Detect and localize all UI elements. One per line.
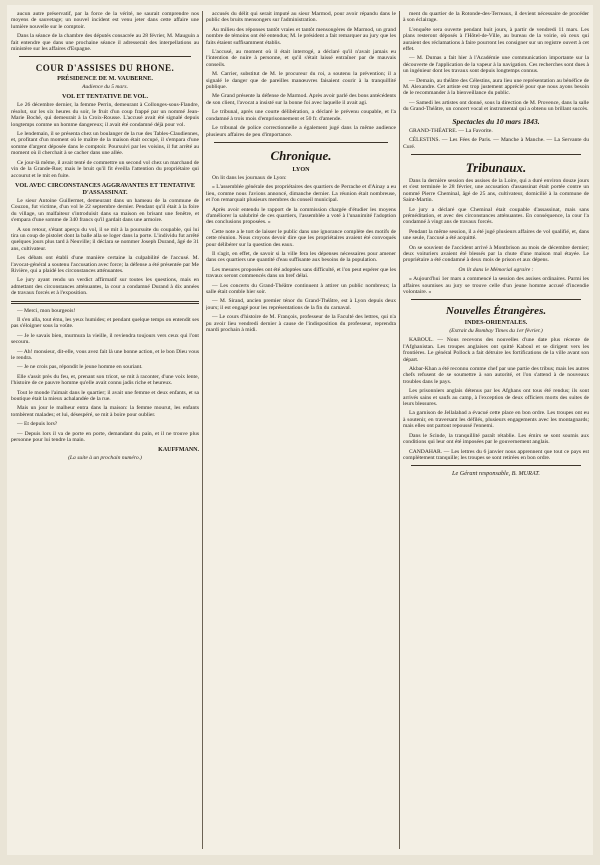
indes-heading: INDES-ORIENTALES. [464, 319, 528, 327]
court-title: COUR D'ASSISES DU RHONE. [35, 63, 175, 74]
section-heading: VOL ET TENTATIVE DE VOL. [61, 93, 148, 101]
paragraph: Le tribunal de police correctionnelle a également jugé dans la même audience plusieurs affaires de peu d'importance. [206, 125, 396, 138]
column-rule [399, 11, 400, 849]
paragraph: Les débats ont établi d'une manière certaine la culpabilité de l'accusé. M. l'avocat-général a soutenu l'accusation avec force; la défense a été présentée par Me Rivière, qui a plaidé les circonstances atténuantes. [11, 255, 199, 274]
tribunaux-title: Tribunaux. [465, 159, 527, 175]
feuilleton-paragraph: — Depuis lors il va de porte en porte, demandant du pain, et il ne trouve plus personne pour lui tendre la main. [11, 430, 199, 444]
divider [411, 299, 581, 300]
feuilleton-paragraph: — Je ne crois pas, répondit le jeune homme en souriant. [17, 364, 143, 371]
column-rule [202, 11, 203, 849]
paragraph: On se souvient de l'accident arrivé à Montbrison au mois de décembre dernier; deux voituriers avaient été blessés par la chute d'une maison mal étayée. Le propriétaire a été condamné à deux mois de prison et aux dépens. [403, 244, 589, 264]
paragraph: On lit dans les journaux de Lyon: [212, 174, 287, 181]
column-2 [206, 11, 396, 849]
divider [19, 56, 191, 57]
divider [411, 154, 581, 155]
paragraph: Dans le Scinde, la tranquillité paraît rétablie. Les émirs se sont soumis aux conditions qui leur ont été imposées par le gouvernement anglais. [403, 432, 589, 446]
spectacles-title: Spectacles du 10 mars 1843. [452, 116, 540, 126]
paragraph: Dans la séance de la chambre des députés consacrée au 28 février, M. Mauguin a fait entendre que dans une prochaine séance il adresserait des interpellations au ministère sur les affaires d'Espagne. [11, 33, 199, 53]
feuilleton-paragraph: — Ah! monsieur, dit-elle, vous avez fait là une bonne action, et le bon Dieu vous le rendra. [11, 348, 199, 362]
paragraph: Le 26 décembre dernier, la femme Perrin, demeurant à Collonges-sous-Flandre, résolut, sur les six heures du soir, le fruit d'un coup frappé par un nommé Jean-Marie Boché, qui demeurait à la Croix-Rousse. L'accusé avait été signalé depuis longtemps comme un homme dangereux; il avait été condamné déjà pour vol. [11, 102, 199, 128]
paragraph: Me Grand présente la défense de Marmod. Après avoir parlé des bons antécédents de son client, l'avocat a insisté sur la bonne foi avec laquelle il avait agi. [206, 93, 396, 106]
paragraph: aucun autre préservatif, par la force de la vérité, ne saurait comprendre nos moyens de sauvetage; un nouvel incident est venu jeter dans cette affaire une lumière nouvelle sur le comptoir. [11, 11, 199, 30]
paragraph: Dans la dernière session des assises de la Loire, qui a duré environ douze jours et s'est terminée le 28 février, une accusation d'assassinat était portée contre un nommé Pierre Cheminal, âgé de 25 ans, cultivateur, domicilié à la commune de Saint-Martin. [403, 177, 589, 204]
paragraph: A son retour, s'étant aperçu du vol, il se mit à la poursuite du coupable, qui lui tira un coup de pistolet dont la balle alla se loger dans la porte. L'individu fut arrêté quelques jours plus tard à Neuville; il déclara se nommer Joseph Durand, âgé de 31 ans, cultivateur. [11, 226, 199, 252]
divider [214, 142, 388, 143]
indes-source: (Extrait du Bombay Times du 1er février.) [449, 328, 543, 335]
paragraph: accusés du délit qui serait imputé au sieur Marmod, pour avoir répandu dans le public des bruits mensongers sur l'administration. [206, 11, 396, 24]
paragraph: CANDAHAR. — Les lettres du 6 janvier nous apprennent que tout ce pays est complètement tranquille; les troupes se sont retirées en bon ordre. [403, 448, 589, 461]
paragraph: — Le cours d'histoire de M. François, professeur de la Faculté des lettres, qui n'a pu avoir lieu vendredi dernier à cause de l'indisposition du professeur, reprendra mardi prochain à midi. [206, 314, 396, 334]
nouvelles-title: Nouvelles Étrangères. [445, 305, 547, 318]
presidence: PRÉSIDENCE DE M. VAUBERNE. [57, 75, 153, 83]
paragraph: La garnison de Jellalabad a évacué cette place en bon ordre. Les troupes ont eu à soutenir, en traversant les défilés, plusieurs engagements avec les montagnards; mais elles ont partout repoussé l'ennemi. [403, 410, 589, 430]
spectacle-line: GRAND-THÉATRE. — La Favorite. [409, 127, 493, 134]
paragraph: Pendant la même session, il a été jugé plusieurs affaires de vol qualifié, et, dans une seule, l'accusé a été acquitté. [403, 228, 589, 242]
feuilleton-signature: KAUFFMANN. [158, 446, 199, 453]
divider [411, 465, 581, 466]
spectacle-line: CÉLESTINS. — Les Fées de Paris. — Manche à Manche. — La Servante du Curé. [403, 137, 589, 150]
paragraph: L'accusé, au moment où il était interrogé, a déclaré qu'il n'avait jamais eu l'intention de nuire à personne, et qu'il s'était laissé entraîner par de mauvais conseils. [206, 49, 396, 68]
section-heading: VOL AVEC CIRCONSTANCES AGGRAVANTES ET TENTATIVE D'ASSASSINAT. [15, 181, 195, 196]
feuilleton-paragraph: — Et depuis lors? [17, 421, 58, 428]
paragraph: — M. Sirand, ancien premier ténor du Grand-Théâtre, est à Lyon depuis deux jours; il est engagé pour les représentations de la fin du carnaval. [206, 298, 396, 311]
paragraph: Après avoir entendu le rapport de la commission chargée d'étudier les moyens d'améliorer la salubrité de ces quartiers, l'assemblée a voté à l'unanimité l'adoption des conclusions proposées. » [206, 206, 396, 226]
paragraph: — M. Dumas a fait hier à l'Académie une communication importante sur la découverte de l'application de la vapeur à la navigation. Ces recherches sont dues à un ingénieur dont les travaux sont depuis longtemps connus. [403, 55, 589, 75]
feuilleton-paragraph: Il s'en alla, tout ému, les yeux humides; et pendant quelque temps on entendit ses pas s'éloigner sous la voûte. [11, 317, 199, 330]
paragraph: — Les concerts du Grand-Théâtre continuent à attirer un public nombreux; la salle était comble hier soir. [206, 282, 396, 295]
paragraph: M. Carrier, substitut de M. le procureur du roi, a soutenu la prévention; il a signalé le danger que de pareilles manœuvres faisaient courir à la tranquillité publique. [206, 71, 396, 91]
paragraph: KABOUL. — Nous recevons des nouvelles d'une date plus récente de l'Afghanistan. Les troupes anglaises ont quitté Kaboul et se dirigent vers les frontières. Le général Pollock a fait détruire les fortifications de la ville avant son départ. [403, 337, 589, 363]
chronique-title: Chronique. [270, 147, 332, 163]
gerant-signature: Le Gérant responsable, B. MURAT. [452, 470, 540, 478]
paragraph: Les mesures proposées ont été adoptées sans difficulté, et l'on peut espérer que les travaux seront commencés dans un bref délai. [206, 266, 396, 280]
paragraph: Cette note a le tort de laisser le public dans une ignorance complète des motifs de cette réunion. Nous croyons devoir dire que les propriétaires avaient été convoqués pour délibérer sur la question des eaux. [206, 228, 396, 248]
paragraph: Au milieu des réponses tantôt vraies et tantôt mensongères de Marmod, un grand nombre de témoins ont été entendus; M. le président a fait remarquer au jury que les faits étaient suffisamment établis. [206, 26, 396, 46]
paragraph: ment du quartier de la Rotonde-des-Terreaux, il devient nécessaire de procéder à son éclairage. [403, 11, 589, 24]
newspaper-page [7, 5, 593, 855]
feuilleton-paragraph: — Merci, mon bourgeois! [17, 307, 76, 314]
paragraph: Les prisonniers anglais détenus par les Afghans ont tous été rendus; ils sont arrivés sains et saufs au camp, à l'exception de deux officiers morts des suites de leurs blessures. [403, 388, 589, 408]
feuilleton-paragraph: — Je le savais bien, murmura la vieille, il reviendra toujours vers ceux qui l'ont secouru. [11, 332, 199, 346]
feuilleton-paragraph: Elle s'assit près du feu, et, prenant son tricot, se mit à raconter, d'une voix lente, l'histoire de ce pauvre homme qu'elle avait connu jadis riche et heureux. [11, 373, 199, 387]
paragraph: Le tribunal, après une courte délibération, a déclaré le prévenu coupable, et l'a condamné à trois mois d'emprisonnement et 50 fr. d'amende. [206, 109, 396, 122]
feuilleton-paragraph: Tout le monde l'aimait dans le quartier; il avait une femme et deux enfants, et sa boutique était la mieux achalandée de la rue. [11, 389, 199, 403]
paragraph: Akbar-Khan a été reconnu comme chef par une partie des tribus; mais les autres chefs refusent de se soumettre à son autorité, et l'on s'attend à de nouveaux troubles dans le pays. [403, 366, 589, 385]
paragraph: « Aujourd'hui 1er mars a commencé la session des assises ordinaires. Parmi les affaires soumises au jury se trouve celle d'un jeune homme accusé d'incendie volontaire. » [403, 276, 589, 295]
paragraph: L'enquête sera ouverte pendant huit jours, à partir de vendredi 11 mars. Les plans resteront déposés à l'Hôtel-de-Ville, au bureau de la voirie, où ceux qui auraient des réclamations à faire pourront les consigner sur un registre ouvert à cet effet. [403, 26, 589, 53]
audience-date: Audience du 5 mars. [82, 84, 128, 91]
paragraph: Le jury a déclaré que Cheminal était coupable d'assassinat, mais sans préméditation, et avec des circonstances atténuantes. En conséquence, la cour l'a condamné à vingt ans de travaux forcés. [403, 206, 589, 226]
feuilleton-divider [11, 301, 199, 304]
paragraph: — Samedi les artistes ont donné, sous la direction de M. Provence, dans la salle du Grand-Théâtre, un concert vocal et instrumental qui a obtenu un brillant succès. [403, 99, 589, 113]
column-1 [11, 11, 199, 849]
paragraph: Il s'agit, en effet, de savoir si la ville fera les dépenses nécessaires pour amener dans ces quartiers une quantité d'eau suffisante aux besoins de la population. [206, 250, 396, 264]
paragraph: « L'assemblée générale des propriétaires des quartiers de Perrache et d'Ainay a eu lieu, comme nous l'avions annoncé, dimanche dernier. La réunion était nombreuse, et l'on remarquait plusieurs membres du conseil municipal. [206, 184, 396, 204]
memorial-note: On lit dans le Mémorial agraire : [458, 266, 534, 273]
paragraph: Ce jour-là même, il avait tenté de commettre un second vol chez un marchand de vin de la Grande-Rue; mais le bruit qu'il fit éveilla l'attention du propriétaire qui accourut et le mit en fuite. [11, 159, 199, 179]
feuilleton-continued: (La suite à un prochain numéro.) [68, 454, 142, 461]
lyon-heading: LYON [292, 165, 310, 173]
paragraph: Le sieur Antoine Guillermet, demeurant dans un hameau de la commune de Couzon, fut victime, d'un vol le 22 septembre dernier. Pendant qu'il était à la foire du village, un malfaiteur s'introduisit dans sa maison en brisant une fenêtre, et s'empara d'une somme de 340 francs qu'il gardait dans une armoire. [11, 197, 199, 224]
feuilleton-paragraph: Mais un jour le malheur entra dans la maison: la femme mourut, les enfants tombèrent malades; et lui, désespéré, se mit à boire pour oublier. [11, 405, 199, 418]
paragraph: — Demain, au théâtre des Célestins, aura lieu une représentation au bénéfice de M. Alexandre. Cet artiste est trop justement apprécié pour que nous ayons besoin de le recommander à la bienveillance du public. [403, 77, 589, 97]
paragraph: Le lendemain, il se présenta chez un boulanger de la rue des Tables-Claudiennes, et, profitant d'un moment où le maître de la maison était occupé, il s'empara d'une somme d'argent déposée dans le comptoir. Poursuivi par les voisins, il fut arrêté au moment où il cherchait à se cacher dans une allée. [11, 131, 199, 157]
column-3 [403, 11, 589, 849]
paragraph: Le jury ayant rendu un verdict affirmatif sur toutes les questions, mais en admettant des circonstances atténuantes, la cour a condamné Durand à dix années de travaux forcés et à l'exposition. [11, 277, 199, 297]
